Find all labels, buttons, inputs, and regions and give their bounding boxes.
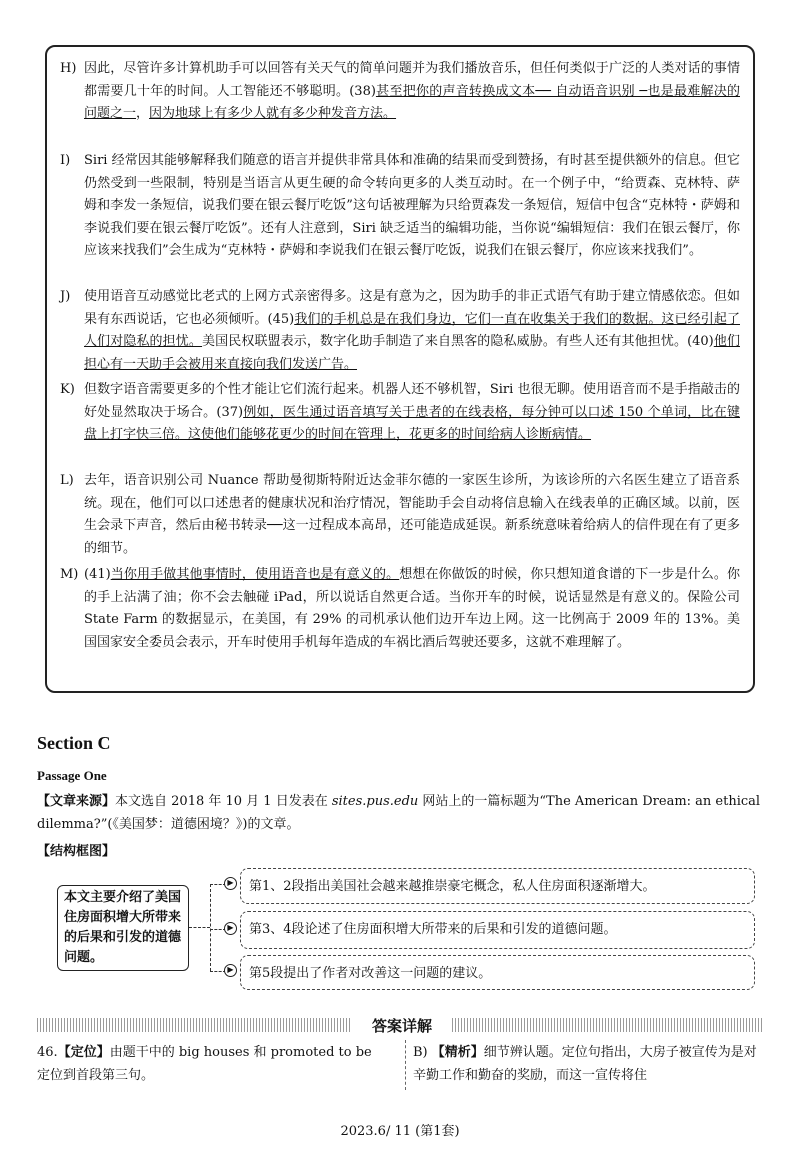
source-text-after: 网站上的一篇标题为“The American Dream: an ethical dilemma?”(《美国梦：道德困境？》)的文章。 xyxy=(37,794,761,832)
paragraph-label: H) xyxy=(60,61,77,76)
answers-title: 答案详解 xyxy=(371,1017,432,1035)
text-segment: Siri 经常因其能够解释我们随意的语言并提供非常具体和准确的结果而受到赞扬，有时甚至提供额外的信息。但它仍然受到一些限制，特别是当语言从更生硬的命令转向更多的人类互动时。在一个例子中，“给贾森、克林特、萨姆和李发一条短信，说我们要在银云餐厅吃饭”这句话被理解为只给贾森发一条短信，短信中包含“克林特・萨姆和李说我们要在银云餐厅吃饭”。还有人注意到，Siri 缺乏适当的编辑功能，当你说“编辑短信：我们在银云餐厅，你应该来找我们”会生成为“克林特・萨姆和李说我们在银云餐厅吃饭，说我们在银云餐厅，你应该来找我们”。 xyxy=(84,153,740,258)
arrow-icon: ▶ xyxy=(224,877,237,890)
hatch-decoration xyxy=(452,1018,764,1032)
structure-frame-title xyxy=(37,840,115,859)
paragraph-label: L) xyxy=(60,473,74,488)
answer-46-locate xyxy=(37,1041,385,1087)
underlined-segment: 我们的手机总是在我们身边，它们一直在收集关于我们的数据。这已经引起了人们对隐私的担忧。 xyxy=(84,311,740,349)
paragraph xyxy=(60,379,740,447)
underlined-segment: 例如，医生通过语音填写关于患者的在线表格，每分钟可以口述 150 个单词，比在键盘上打字快三倍。这使他们能够花更少的时间在管理上，花更多的时间给病人诊断病情。 xyxy=(84,404,740,442)
paragraph xyxy=(60,286,740,376)
text-segment: 使用语音互动感觉比老式的上网方式亲密得多。这是有意为之，因为助手的非正式语气有助于建立情感依恋。但如果有东西说话，它也必须倾听。(45) xyxy=(84,289,740,327)
paragraph-label: K) xyxy=(60,382,75,397)
source-site: sites.pus.edu xyxy=(331,794,419,809)
column-divider xyxy=(405,1040,406,1090)
paragraph-text xyxy=(84,470,740,560)
answer-letter: B) xyxy=(413,1045,428,1060)
paragraph-text xyxy=(84,286,740,376)
structure-connector xyxy=(210,884,211,971)
structure-branch-3: 第5段提出了作者对改善这一问题的建议。 xyxy=(240,955,755,990)
structure-branch-1: 第1、2段指出美国社会越来越推崇豪宅概念，私人住房面积逐渐增大。 xyxy=(240,868,755,904)
paragraph-text xyxy=(84,379,740,447)
structure-branch-2: 第3、4段论述了住房面积增大所带来的后果和引发的道德问题。 xyxy=(240,911,755,949)
frame-tag: 【结构框图】 xyxy=(37,844,116,859)
paragraph xyxy=(60,470,740,560)
page-footer: 2023.6/ 11 (第1套) xyxy=(340,1124,460,1139)
arrow-icon: ▶ xyxy=(224,964,237,977)
underlined-segment: 因为地球上有多少人就有多少种发音方法。 xyxy=(149,106,397,121)
answers-banner xyxy=(37,1015,764,1035)
locate-text: 由题干中的 big houses 和 promoted to be 定位到首段第三句。 xyxy=(37,1045,372,1083)
paragraph-label: J) xyxy=(60,289,71,304)
hatch-decoration xyxy=(37,1018,352,1032)
article-source xyxy=(37,790,764,836)
paragraph-text xyxy=(84,150,740,263)
paragraph xyxy=(60,150,740,263)
paragraph xyxy=(60,58,740,126)
text-segment: 想想在你做饭的时候，你只想知道食谱的下一步是什么。你的手上沾满了油；你不会去触碰 iPad，所以说话自然更合适。当你开车的时候，说话显然是有意义的。保险公司 State Farm 的数据显示，在美国，有 29% 的司机承认他们边开车边上网。这一比例高于 2009 年的 13%。美国国家安全委员会表示，开车时使用手机每年造成的车祸比酒后驾驶还要多，这就不难理解了。 xyxy=(84,567,740,650)
underlined-segment: 甚至把你的声音转换成文本── 自动语音识别 ─也是最难解决的问题之一 xyxy=(84,83,740,121)
text-segment: 美国民权联盟表示，数字化助手制造了来自黑客的隐私威胁。有些人还有其他担忧。(40) xyxy=(202,334,714,349)
paragraph-text xyxy=(84,564,740,654)
paragraph-label: M) xyxy=(60,567,79,582)
structure-connector-main xyxy=(189,927,210,928)
underlined-segment: 当你用手做其他事情时，使用语音也是有意义的。 xyxy=(110,567,400,582)
analysis-text: 细节辨认题。定位句指出，大房子被宣传为是对辛勤工作和勤奋的奖励，而这一宣传将住 xyxy=(413,1045,757,1083)
arrow-icon: ▶ xyxy=(224,922,237,935)
text-segment: 但数字语音需要更多的个性才能让它们流行起来。机器人还不够机智，Siri 也很无聊。使用语音而不是手指敲击的好处显然取决于场合。(37) xyxy=(84,382,740,420)
text-segment: 因此，尽管许多计算机助手可以回答有关天气的简单问题并为我们播放音乐，但任何类似于广泛的人类对话的事情都需要几十年的时间。人工智能还不够聪明。(38) xyxy=(84,61,740,99)
passage-title: Passage One xyxy=(37,768,107,783)
structure-main-box: 本文主要介绍了美国住房面积增大所带来的后果和引发的道德问题。 xyxy=(57,885,189,971)
text-segment: ， xyxy=(136,106,150,121)
paragraph xyxy=(60,564,740,654)
analysis-tag: 【精析】 xyxy=(431,1045,484,1060)
locate-tag: 【定位】 xyxy=(57,1045,110,1060)
question-number: 46. xyxy=(37,1045,58,1060)
underlined-segment: 他们担心有一天助手会被用来直接向我们发送广告。 xyxy=(84,334,740,372)
source-text-before: 本文选自 2018 年 10 月 1 日发表在 xyxy=(115,794,332,809)
source-tag: 【文章来源】 xyxy=(37,794,116,809)
paragraph-text xyxy=(84,58,740,126)
text-segment: (41) xyxy=(84,567,111,582)
answer-46-analysis xyxy=(413,1041,763,1087)
paragraph-label: I) xyxy=(60,153,71,168)
text-segment: 去年，语音识别公司 Nuance 帮助曼彻斯特附近达金菲尔德的一家医生诊所，为该诊所的六名医生建立了语音系统。现在，他们可以口述患者的健康状况和治疗情况，智能助手会自动将信息输入在线表单的正确区域。以前，医生会录下声音，然后由秘书转录──这一过程成本高昂，还可能造成延误。新系统意味着给病人的信件现在有了更多的细节。 xyxy=(84,473,740,556)
section-title: Section C xyxy=(37,733,111,753)
